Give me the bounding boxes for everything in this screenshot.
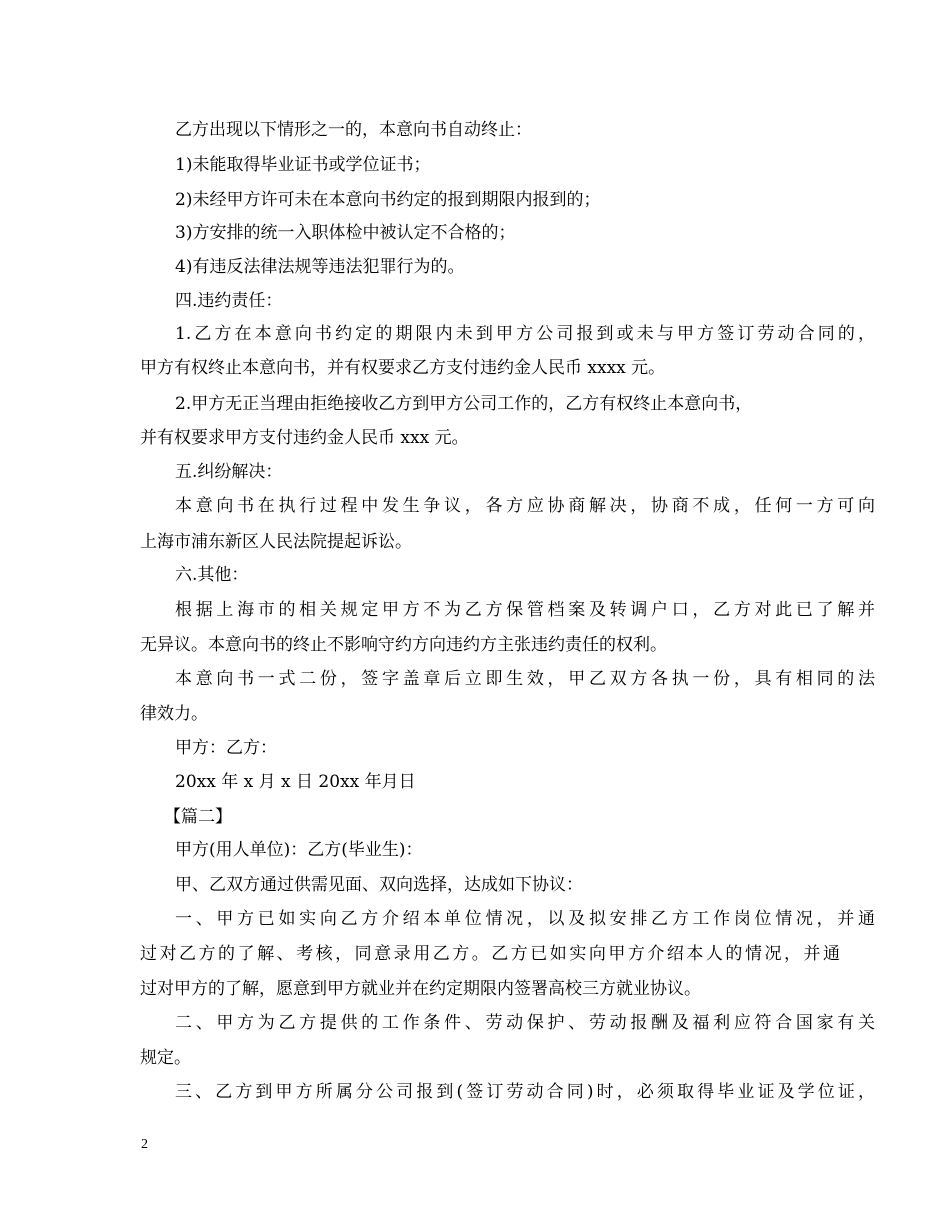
text-line: 甲方(用人单位)：乙方(毕业生)：: [175, 840, 423, 860]
text-line: 并有权要求甲方支付违约金人民币 xxx 元。: [140, 428, 469, 448]
text-line: 无异议。本意向书的终止不影响守约方向违约方主张违约责任的权利。: [140, 635, 667, 655]
text-line: 规定。: [140, 1048, 191, 1068]
section-heading: 六.其他：: [175, 565, 249, 585]
page-number: 2: [141, 1137, 148, 1152]
text-line: 律效力。: [140, 704, 208, 724]
section-heading: 四.违约责任：: [175, 291, 283, 311]
section-title: 【篇二】: [164, 807, 232, 827]
text-line: 1.乙方在本意向书约定的期限内未到甲方公司报到或未与甲方签订劳动合同的，: [175, 324, 875, 344]
text-line: 1)未能取得毕业证书或学位证书；: [175, 155, 431, 175]
text-line: 3)方安排的统一入职体检中被认定不合格的；: [175, 223, 516, 243]
section-heading: 五.纠纷解决：: [175, 462, 283, 482]
text-line: 一、甲方已如实向乙方介绍本单位情况，以及拟安排乙方工作岗位情况，并通: [175, 909, 875, 929]
text-line: 三、乙方到甲方所属分公司报到(签订劳动合同)时，必须取得毕业证及学位证，: [175, 1082, 875, 1102]
date-line: 20xx 年 x 月 x 日 20xx 年月日: [175, 772, 416, 792]
text-line: 4)有违反法律法规等违法犯罪行为的。: [175, 257, 465, 277]
text-line: 乙方出现以下情形之一的，本意向书自动终止：: [175, 120, 532, 140]
signature-line: 甲方：乙方：: [175, 738, 277, 758]
text-line: 2)未经甲方许可未在本意向书约定的报到期限内报到的；: [175, 190, 601, 210]
text-line: 本意向书在执行过程中发生争议，各方应协商解决，协商不成，任何一方可向: [175, 496, 875, 516]
text-line: 本意向书一式二份，签字盖章后立即生效，甲乙双方各执一份，具有相同的法: [175, 669, 875, 689]
text-line: 过对甲方的了解，愿意到甲方就业并在约定期限内签署高校三方就业协议。: [140, 979, 701, 999]
text-line: 甲方有权终止本意向书，并有权要求乙方支付违约金人民币 xxxx 元。: [140, 358, 666, 378]
text-line: 二、甲方为乙方提供的工作条件、劳动保护、劳动报酬及福利应符合国家有关: [175, 1013, 875, 1033]
text-line: 上海市浦东新区人民法院提起诉讼。: [140, 532, 412, 552]
text-line: 甲、乙双方通过供需见面、双向选择，达成如下协议：: [175, 875, 583, 895]
text-line: 过对乙方的了解、考核，同意录用乙方。乙方已如实向甲方介绍本人的情况，并通: [140, 944, 840, 964]
text-line: 根据上海市的相关规定甲方不为乙方保管档案及转调户口，乙方对此已了解并: [175, 600, 875, 620]
text-line: 2.甲方无正当理由拒绝接收乙方到甲方公司工作的，乙方有权终止本意向书，: [175, 394, 753, 414]
